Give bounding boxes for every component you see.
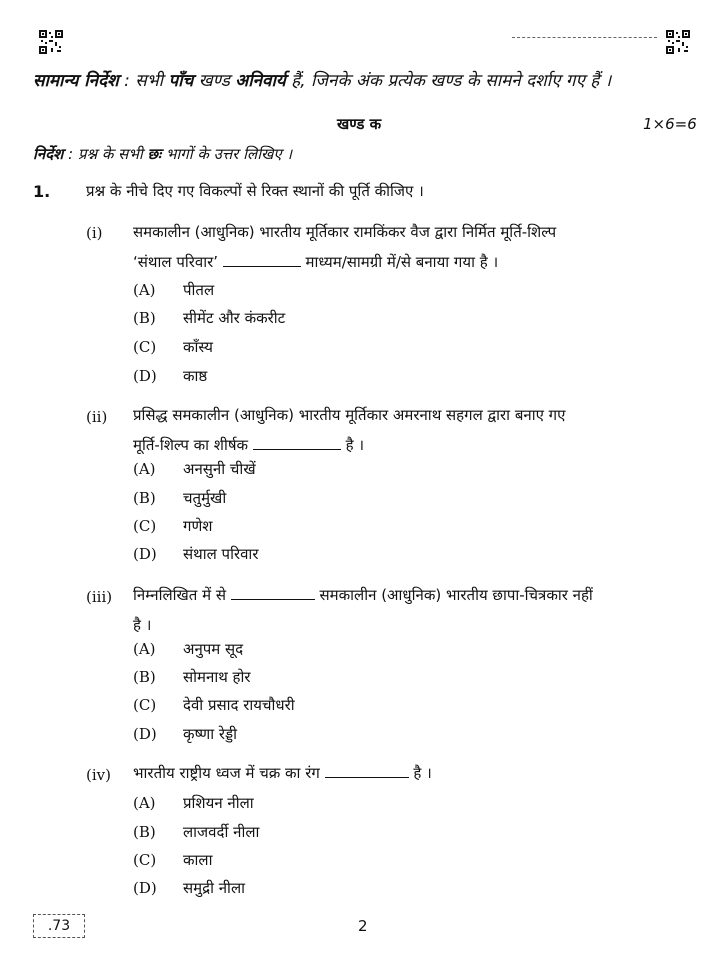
direction-text: भागों के उत्तर लिखिए । bbox=[161, 145, 293, 163]
stem-text: है । bbox=[408, 764, 432, 782]
general-instruction-text: : सभी bbox=[118, 71, 169, 91]
stem-text: माध्यम/सामग्री में/से बनाया गया है । bbox=[300, 253, 499, 271]
section-marks: 1×6=6 bbox=[643, 115, 697, 133]
general-instruction-text: हैं, जिनके अंक प्रत्येक खण्ड के सामने दर्शाए गए हैं । bbox=[285, 71, 612, 91]
option-label: (D) bbox=[133, 725, 157, 743]
stem-text: ‘संथाल परिवार’ bbox=[133, 253, 223, 271]
part-label: (i) bbox=[86, 224, 103, 242]
part-stem-line: प्रसिद्ध समकालीन (आधुनिक) भारतीय मूर्तिकार अमरनाथ सहगल द्वारा बनाए गए bbox=[133, 406, 566, 424]
option-label: (C) bbox=[133, 851, 157, 869]
option-text: अनसुनी चीखें bbox=[183, 460, 256, 478]
option-text: गणेश bbox=[183, 517, 213, 535]
option-label: (A) bbox=[133, 281, 156, 299]
option bbox=[133, 667, 251, 687]
qr-code-icon bbox=[39, 30, 63, 54]
option bbox=[133, 695, 295, 715]
option bbox=[133, 639, 243, 659]
part-stem bbox=[133, 400, 653, 460]
part-stem-line bbox=[133, 758, 653, 788]
part-stem-line bbox=[133, 430, 653, 460]
option-text: काँस्य bbox=[183, 338, 213, 356]
header-dashed-line bbox=[512, 37, 657, 38]
option bbox=[133, 459, 256, 479]
general-instruction bbox=[33, 68, 611, 91]
option-text: काला bbox=[183, 851, 213, 869]
stem-text: भारतीय राष्ट्रीय ध्वज में चक्र का रंग bbox=[133, 764, 325, 782]
part-stem bbox=[133, 580, 653, 640]
section-direction bbox=[33, 144, 292, 164]
direction-lead: निर्देश bbox=[33, 145, 64, 163]
part-stem bbox=[133, 217, 653, 277]
stem-text: है । bbox=[340, 436, 365, 454]
option-label: (B) bbox=[133, 668, 156, 686]
option bbox=[133, 724, 237, 744]
part-stem bbox=[133, 758, 653, 788]
direction-bold: छः bbox=[147, 145, 162, 163]
option-text: पीतल bbox=[183, 281, 215, 299]
option-text: देवी प्रसाद रायचौधरी bbox=[183, 696, 295, 714]
option-label: (D) bbox=[133, 879, 157, 897]
fill-blank bbox=[325, 763, 409, 778]
option-text: संथाल परिवार bbox=[183, 545, 259, 563]
part-stem-line: है । bbox=[133, 616, 152, 634]
general-instruction-bold: अनिवार्य bbox=[235, 71, 286, 91]
option bbox=[133, 280, 214, 300]
part-label: (iii) bbox=[86, 588, 113, 606]
stem-text: निम्नलिखित में से bbox=[133, 586, 231, 604]
option-text: सोमनाथ होर bbox=[183, 668, 251, 686]
option-label: (A) bbox=[133, 640, 156, 658]
fill-blank bbox=[253, 435, 341, 450]
fill-blank bbox=[231, 585, 315, 600]
part-label: (iv) bbox=[86, 766, 111, 784]
option bbox=[133, 308, 285, 328]
general-instruction-bold: पाँच bbox=[168, 71, 194, 91]
qr-code-icon bbox=[666, 30, 690, 54]
stem-text: मूर्ति-शिल्प का शीर्षक bbox=[133, 436, 253, 454]
option-label: (B) bbox=[133, 823, 156, 841]
option-text: कृष्णा रेड्डी bbox=[183, 725, 237, 743]
option bbox=[133, 337, 213, 357]
option-label: (D) bbox=[133, 545, 157, 563]
option bbox=[133, 822, 259, 842]
option-label: (A) bbox=[133, 794, 156, 812]
paper-code-box: .73 bbox=[33, 914, 85, 938]
option-text: समुद्री नीला bbox=[183, 879, 245, 897]
stem-text: समकालीन (आधुनिक) भारतीय छापा-चित्रकार नहीं bbox=[314, 586, 593, 604]
option-text: सीमेंट और कंकरीट bbox=[183, 309, 286, 327]
option-text: चतुर्मुखी bbox=[183, 489, 227, 507]
option-label: (B) bbox=[133, 489, 156, 507]
option bbox=[133, 793, 254, 813]
option bbox=[133, 878, 245, 898]
option-text: लाजवर्दी नीला bbox=[183, 823, 260, 841]
option-label: (C) bbox=[133, 517, 157, 535]
option-label: (D) bbox=[133, 367, 157, 385]
option-label: (C) bbox=[133, 696, 157, 714]
option-text: प्रशियन नीला bbox=[183, 794, 254, 812]
option-text: अनुपम सूद bbox=[183, 640, 244, 658]
option-label: (C) bbox=[133, 338, 157, 356]
option bbox=[133, 366, 207, 386]
question-number: 1. bbox=[33, 182, 51, 201]
part-stem-line bbox=[133, 247, 653, 277]
option bbox=[133, 488, 226, 508]
section-title: खण्ड क bbox=[337, 115, 382, 133]
part-stem-line bbox=[133, 580, 653, 610]
option-label: (A) bbox=[133, 460, 156, 478]
option-label: (B) bbox=[133, 309, 156, 327]
direction-text: : प्रश्न के सभी bbox=[63, 145, 148, 163]
fill-blank bbox=[223, 252, 301, 267]
question-text: प्रश्न के नीचे दिए गए विकल्पों से रिक्त स्थानों की पूर्ति कीजिए । bbox=[86, 182, 424, 200]
general-instruction-text: खण्ड bbox=[193, 71, 236, 91]
option bbox=[133, 516, 213, 536]
part-stem-line: समकालीन (आधुनिक) भारतीय मूर्तिकार रामकिंकर वैज द्वारा निर्मित मूर्ति-शिल्प bbox=[133, 223, 557, 241]
part-label: (ii) bbox=[86, 408, 108, 426]
option-text: काष्ठ bbox=[183, 367, 208, 385]
option bbox=[133, 544, 258, 564]
option bbox=[133, 850, 212, 870]
page-number: 2 bbox=[358, 917, 368, 935]
general-instruction-lead: सामान्य निर्देश bbox=[33, 71, 119, 91]
